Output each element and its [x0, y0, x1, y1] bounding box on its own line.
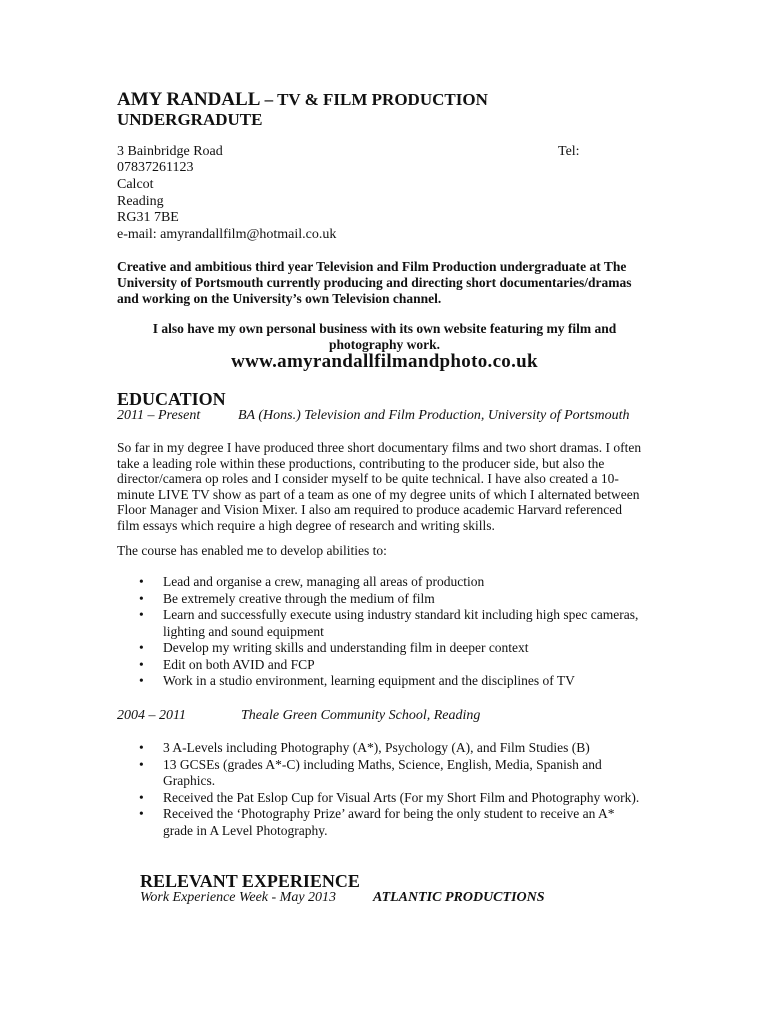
profile-summary: Creative and ambitious third year Television and Film Production undergraduate at The University of Portsmouth currently producing and directing short documentaries/dramas and working on the University’s own Television channel. — [117, 259, 632, 306]
experience-heading: RELEVANT EXPERIENCE — [140, 871, 360, 891]
list-item: • Develop my writing skills and understanding film in deeper context — [139, 640, 529, 655]
abilities-intro: The course has enabled me to develop abilities to: — [117, 543, 387, 558]
bullet-icon: • — [139, 806, 144, 821]
applicant-title: – TV & FILM PRODUCTION — [260, 90, 488, 109]
business-statement: I also have my own personal business with its own website featuring my film and photography work. — [152, 321, 617, 352]
school-dates: 2004 – 2011 — [117, 708, 186, 723]
bullet-icon: • — [139, 640, 144, 655]
list-item: • Lead and organise a crew, managing all areas of production — [139, 574, 485, 589]
applicant-title-line2: UNDERGRADUTE — [117, 110, 263, 129]
list-item: • Learn and successfully execute using industry standard kit including high spec cameras, lighting and sound equipment — [139, 607, 639, 639]
degree-description: So far in my degree I have produced three short documentary films and two short dramas. I often take a leading role within these productions, contributing to the producer side, but also the director/camera op roles and I consider myself to be quite technical. I have also created a 10-minute LIVE TV show as part of a team as one of my degree units of which I alternated between Floor Manager and Vision Mixer. I also am required to produce academic Harvard referenced film essays which require a high degree of research and writing skills. — [117, 440, 642, 533]
school-name: Theale Green Community School, Reading — [241, 708, 481, 723]
page-title — [117, 89, 488, 111]
experience-dates: Work Experience Week - May 2013 — [140, 890, 337, 905]
phone-number: 07837261123 — [117, 160, 194, 175]
bullet-icon: • — [139, 740, 144, 755]
bullet-icon: • — [139, 673, 144, 688]
bullet-icon: • — [139, 574, 144, 589]
list-item: • Received the ‘Photography Prize’ award for being the only student to receive an A* grade in A Level Photography. — [139, 806, 615, 838]
address-town: Calcot — [117, 177, 154, 192]
list-item: • Be extremely creative through the medium of film — [139, 590, 435, 606]
degree-dates: 2011 – Present — [117, 408, 201, 423]
address-city: Reading — [117, 194, 164, 209]
tel-label: Tel: — [558, 144, 580, 159]
list-item: • Received the Pat Eslop Cup for Visual Arts (For my Short Film and Photography work). — [139, 789, 640, 805]
list-item: • 3 A-Levels including Photography (A*), Psychology (A), and Film Studies (B) — [139, 740, 590, 755]
experience-company: ATLANTIC PRODUCTIONS — [373, 890, 545, 905]
website-link[interactable]: www.amyrandallfilmandphoto.co.uk — [231, 351, 538, 372]
bullet-icon: • — [139, 656, 144, 672]
list-item: • Edit on both AVID and FCP — [139, 656, 315, 672]
school-achievements-list — [117, 740, 647, 839]
bullet-icon: • — [139, 607, 144, 622]
address-postcode: RG31 7BE — [117, 210, 179, 225]
list-item: • Work in a studio environment, learning equipment and the disciplines of TV — [139, 673, 575, 688]
list-item: • 13 GCSEs (grades A*-C) including Maths, Science, English, Media, Spanish and Graphics. — [139, 756, 602, 788]
address-street: 3 Bainbridge Road — [117, 144, 223, 159]
bullet-icon: • — [139, 789, 144, 805]
applicant-name: AMY RANDALL — [117, 89, 261, 110]
abilities-list — [117, 574, 647, 690]
education-heading: EDUCATION — [117, 389, 226, 409]
bullet-icon: • — [139, 590, 144, 606]
email-link[interactable]: e-mail: amyrandallfilm@hotmail.co.uk — [117, 227, 337, 242]
bullet-icon: • — [139, 756, 144, 772]
degree-title: BA (Hons.) Television and Film Production, University of Portsmouth — [238, 408, 630, 423]
